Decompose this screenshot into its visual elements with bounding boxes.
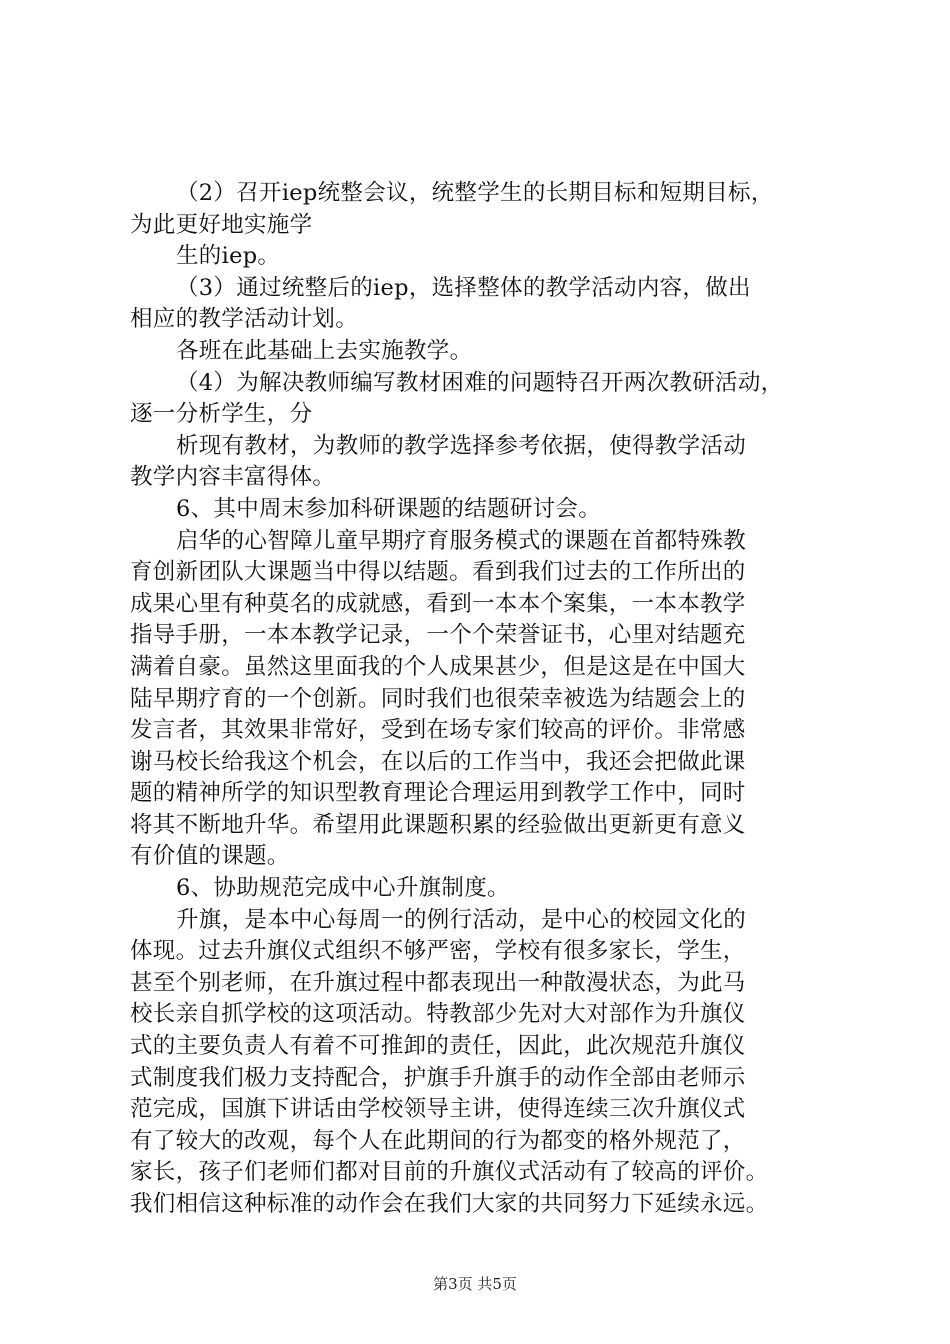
text-line: 满着自豪。虽然这里面我的个人成果甚少，但是这是在中国大 bbox=[130, 653, 746, 680]
text-line: 6、其中周末参加科研课题的结题研讨会。 bbox=[176, 495, 602, 522]
text-line: （2）召开iep统整会议，统整学生的长期目标和短期目标， bbox=[176, 180, 774, 206]
text-line: 陆早期疗育的一个创新。同时我们也很荣幸被选为结题会上的 bbox=[130, 685, 746, 712]
text-line: （3）通过统整后的iep，选择整体的教学活动内容，做出 bbox=[176, 274, 751, 301]
text-line: 有了较大的改观，每个人在此期间的行为都变的格外规范了， bbox=[130, 1127, 746, 1154]
text-line: 将其不断地升华。希望用此课题积累的经验做出更新更有意义 bbox=[130, 811, 746, 838]
text-line: 各班在此基础上去实施教学。 bbox=[176, 337, 473, 364]
text-line: 题的精神所学的知识型教育理论合理运用到教学工作中，同时 bbox=[130, 780, 746, 807]
text-line: 范完成，国旗下讲话由学校领导主讲，使得连续三次升旗仪式 bbox=[130, 1096, 746, 1123]
text-line: 式的主要负责人有着不可推卸的责任，因此，此次规范升旗仪 bbox=[130, 1033, 746, 1060]
text-line: 教学内容丰富得体。 bbox=[130, 464, 336, 491]
text-line: 成果心里有种莫名的成就感，看到一本本个案集，一本本教学 bbox=[130, 590, 746, 617]
text-line: 指导手册，一本本教学记录，一个个荣誉证书，心里对结题充 bbox=[130, 622, 746, 649]
text-line: 甚至个别老师，在升旗过程中都表现出一种散漫状态，为此马 bbox=[130, 969, 746, 996]
text-line: 体现。过去升旗仪式组织不够严密，学校有很多家长，学生， bbox=[130, 938, 746, 965]
text-line: 6、协助规范完成中心升旗制度。 bbox=[176, 875, 510, 902]
text-line: 启华的心智障儿童早期疗育服务模式的课题在首都特殊教 bbox=[176, 527, 747, 554]
text-line: 我们相信这种标准的动作会在我们大家的共同努力下延续永远。 bbox=[130, 1191, 769, 1217]
text-line: 家长，孩子们老师们都对目前的升旗仪式活动有了较高的评价。 bbox=[130, 1159, 769, 1186]
text-line: （4）为解决教师编写教材困难的问题特召开两次教研活动， bbox=[176, 369, 784, 396]
body-text bbox=[130, 178, 850, 1221]
text-line: 逐一分析学生，分 bbox=[130, 401, 313, 428]
text-line: 式制度我们极力支持配合，护旗手升旗手的动作全部由老师示 bbox=[130, 1064, 746, 1091]
text-line: 析现有教材，为教师的教学选择参考依据，使得教学活动 bbox=[176, 432, 747, 459]
text-line: 校长亲自抓学校的这项活动。特教部少先对大对部作为升旗仪 bbox=[130, 1001, 746, 1028]
text-line: 谢马校长给我这个机会，在以后的工作当中，我还会把做此课 bbox=[130, 748, 746, 775]
page-footer: 第3页 共5页 bbox=[433, 1275, 517, 1293]
text-line: 有价值的课题。 bbox=[130, 843, 290, 870]
text-line: 为此更好地实施学 bbox=[130, 211, 313, 238]
text-line: 相应的教学活动计划。 bbox=[130, 306, 359, 333]
text-line: 生的iep。 bbox=[176, 243, 281, 270]
text-line: 升旗，是本中心每周一的例行活动，是中心的校园文化的 bbox=[176, 906, 747, 933]
text-line: 发言者，其效果非常好，受到在场专家们较高的评价。非常感 bbox=[130, 717, 746, 744]
text-line: 育创新团队大课题当中得以结题。看到我们过去的工作所出的 bbox=[130, 559, 746, 586]
